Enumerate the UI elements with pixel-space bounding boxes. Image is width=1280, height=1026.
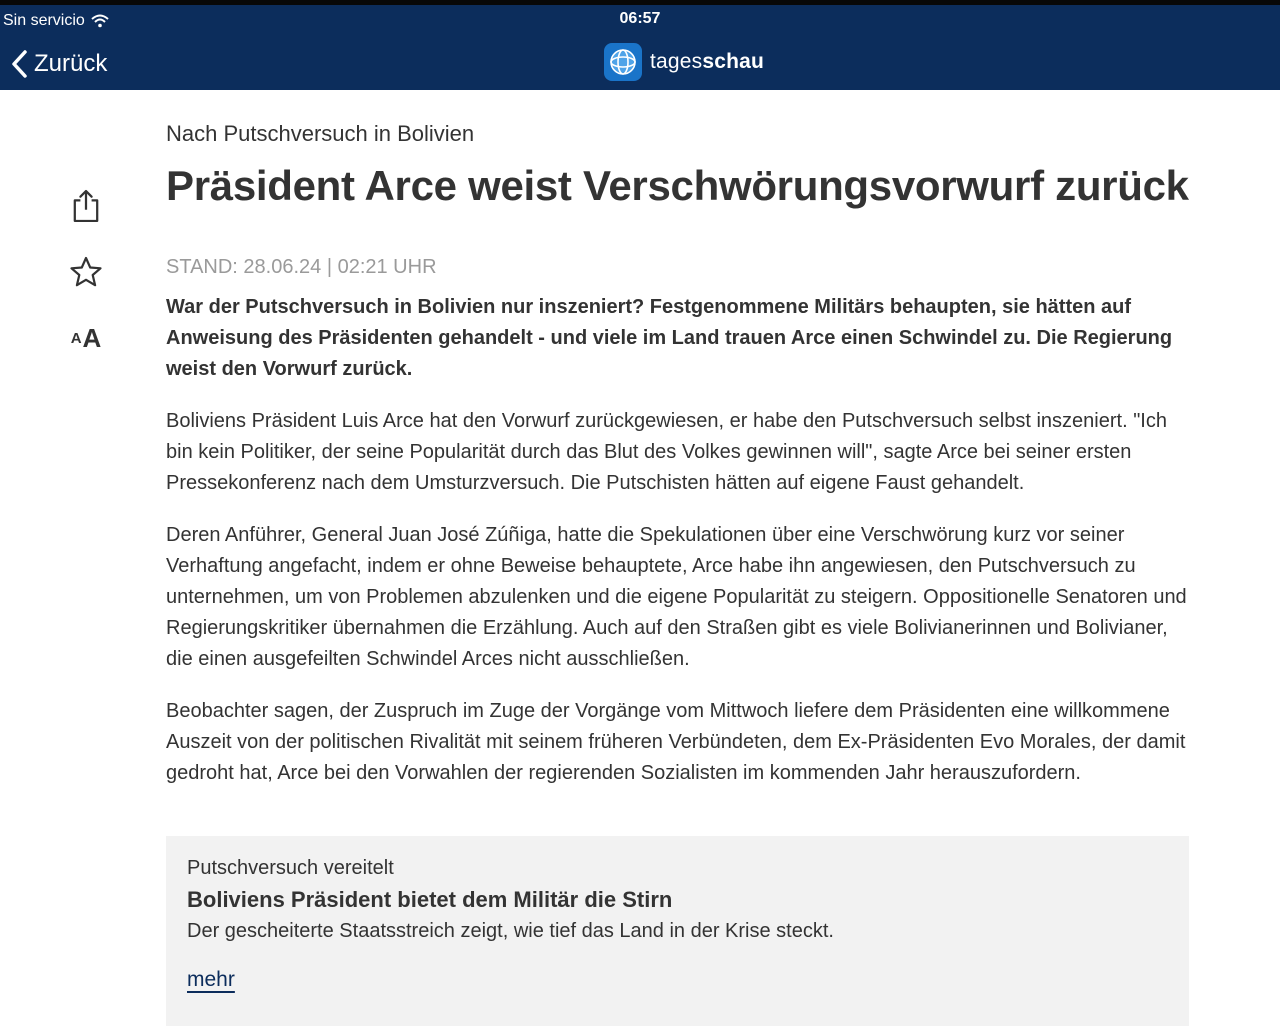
font-size-button[interactable] [62, 314, 110, 362]
chevron-left-icon [10, 49, 30, 79]
article-timestamp: STAND: 28.06.24 | 02:21 UHR [166, 256, 437, 278]
article-paragraph: Beobachter sagen, der Zuspruch im Zuge der Vorgänge vom Mittwoch liefere dem Präsidenten eine willkommene Auszeit von der politischen Rivalität mit seinem früheren Verbündeten, dem Ex-Präsidenten Evo Morales, der damit gedroht hat, Arce bei den Vorwahlen der regierenden Sozialisten im kommenden Jahr herauszufordern. [166, 700, 1186, 784]
article-lead: War der Putschversuch in Bolivien nur inszeniert? Festgenommene Militärs behaupten, sie hätten auf Anweisung des Präsidenten gehandelt - und viele im Land trauen Arce einen Schwindel zu. Die Regierung weist den Vorwurf zurück. [166, 296, 1173, 380]
tagesschau-globe-icon [604, 43, 642, 81]
teaser-title: Boliviens Präsident bietet dem Militär die Stirn [187, 887, 673, 912]
back-button[interactable] [10, 47, 107, 81]
teaser-kicker: Putschversuch vereitelt [187, 857, 394, 879]
article [166, 118, 1196, 789]
brand-wordmark-bold: schau [702, 50, 765, 73]
carrier-label: Sin servicio [3, 12, 85, 29]
article-headline: Präsident Arce weist Verschwörungsvorwurf zurück [166, 162, 1189, 209]
teaser-more-link[interactable]: mehr [187, 968, 235, 991]
top-navigation-bar [0, 0, 1280, 90]
related-article-teaser[interactable] [166, 836, 1189, 1026]
brand-wordmark-plain: tages [650, 50, 703, 73]
teaser-text: Der gescheiterte Staatsstreich zeigt, wie tief das Land in der Krise steckt. [187, 920, 834, 942]
share-button[interactable] [62, 182, 110, 230]
article-kicker: Nach Putschversuch in Bolivien [166, 121, 475, 146]
status-time: 06:57 [619, 10, 661, 27]
font-size-small-glyph: A [70, 329, 82, 347]
article-paragraph: Boliviens Präsident Luis Arce hat den Vorwurf zurückgewiesen, er habe den Putschversuch selbst inszeniert. "Ich bin kein Politiker, der seine Popularität durch das Blut des Volkes gewinnen will", sagte Arce bei seiner ersten Pressekonferenz nach dem Umsturzversuch. Die Putschisten hätten auf eigene Faust gehandelt. [166, 410, 1167, 494]
share-icon [72, 189, 100, 223]
brand-wordmark [650, 50, 764, 74]
back-label: Zurück [34, 50, 108, 77]
bookmark-button[interactable] [62, 248, 110, 296]
article-paragraph: Deren Anführer, General Juan José Zúñiga, hatte die Spekulationen über eine Verschwörung kurz vor seiner Verhaftung angefacht, indem er ohne Beweise behauptete, Arce habe ihn angewiesen, den Putschversuch zu unternehmen, um von Problemen abzulenken und die eigene Popularität zu steigern. Oppositionelle Senatoren und Regierungskritiker übernahmen die Erzählung. Auch auf den Straßen gibt es viele Bolivianerinnen und Bolivianer, die einen ausgefeilten Schwindel Arces nicht ausschließen. [166, 524, 1187, 670]
star-icon [70, 256, 102, 288]
brand-logo [604, 43, 764, 81]
font-size-large-glyph: A [82, 323, 102, 353]
